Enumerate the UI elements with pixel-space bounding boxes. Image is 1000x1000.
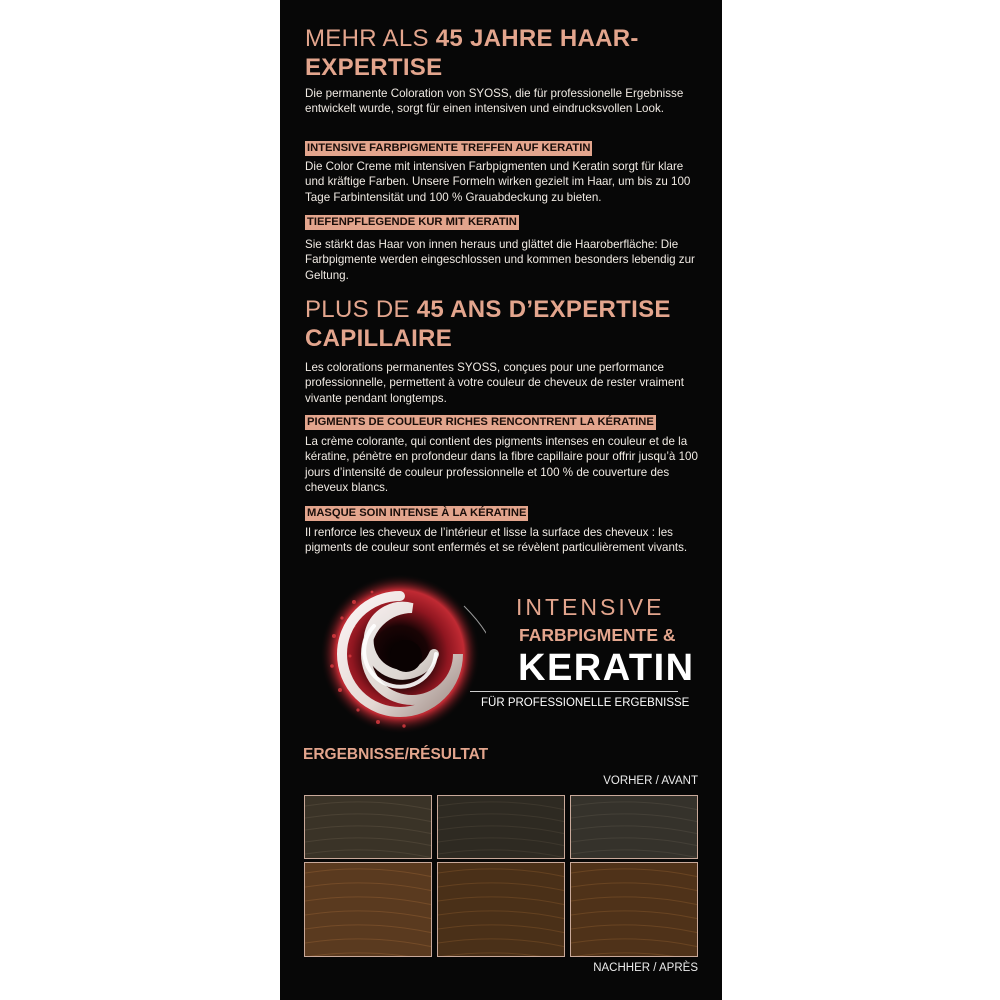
french-section2-title: MASQUE SOIN INTENSE À LA KÉRATINE [307,507,527,519]
german-section1-title: INTENSIVE FARBPIGMENTE TREFFEN AUF KERATIN [307,142,591,154]
badge-intensive: INTENSIVE [516,594,665,620]
keratin-swirl-graphic [314,566,486,738]
german-section1-text: Die Color Creme mit intensiven Farbpigmenten und Keratin sorgt für klare und kräftige Farben. Unsere Formeln wirken gezielt im Haar, um bis zu 100 Tage Farbintensität und 100 % Grauabdeckung zu bieten. [305,160,691,204]
french-heading-light: PLUS DE [305,296,417,323]
after-swatch-3 [570,862,698,957]
before-label: VORHER / AVANT [603,775,698,787]
after-label: NACHHER / APRÈS [593,962,698,974]
after-swatch-2 [437,862,565,957]
before-swatch-1 [304,795,432,859]
german-heading [305,24,705,82]
german-heading-bold-line2: EXPERTISE [305,54,443,81]
german-heading-light: MEHR ALS [305,25,436,52]
packaging-panel [280,0,722,1000]
badge-keratin: KERATIN [518,647,695,689]
before-swatch-3 [570,795,698,859]
french-heading-bold-line2: CAPILLAIRE [305,325,452,352]
french-section2-text: Il renforce les cheveux de l’intérieur et lisse la surface des cheveux : les pigments de couleur sont enfermés et se révèlent particulièrement vivants. [305,526,688,555]
german-heading-bold-line1: 45 JAHRE HAAR- [435,25,639,52]
badge-divider [470,691,678,692]
french-heading-bold-line1: 45 ANS D’EXPERTISE [416,296,671,323]
french-intro: Les colorations permanentes SYOSS, conçues pour une performance professionnelle, permettent à votre couleur de cheveux de rester vraiment vivante pendant longtemps. [305,361,684,405]
results-title: ERGEBNISSE/RÉSULTAT [303,746,489,763]
badge-farbpigmente: FARBPIGMENTE & [519,625,676,645]
after-swatch-1 [304,862,432,957]
french-section1-text: La crème colorante, qui contient des pigments intenses en couleur et de la kératine, pénètre en profondeur dans la fibre capillaire pour offrir jusqu’à 100 jours d’intensité de couleur professionnelle et 100 % de couverture des cheveux blancs. [305,435,698,494]
german-section2-text: Sie stärkt das Haar von innen heraus und glättet die Haaroberfläche: Die Farbpigmente werden eingeschlossen und kommen besonders lebendig zur Geltung. [305,238,695,282]
french-heading [305,295,705,353]
french-section1-title: PIGMENTS DE COULEUR RICHES RENCONTRENT LA KÉRATINE [307,416,654,428]
german-intro: Die permanente Coloration von SYOSS, die für professionelle Ergebnisse entwickelt wurde, sorgt für einen intensiven und eindrucksvollen Look. [305,87,684,116]
german-section2-title: TIEFENPFLEGENDE KUR MIT KERATIN [307,216,517,228]
before-swatch-2 [437,795,565,859]
badge-professional: FÜR PROFESSIONELLE ERGEBNISSE [481,697,690,709]
